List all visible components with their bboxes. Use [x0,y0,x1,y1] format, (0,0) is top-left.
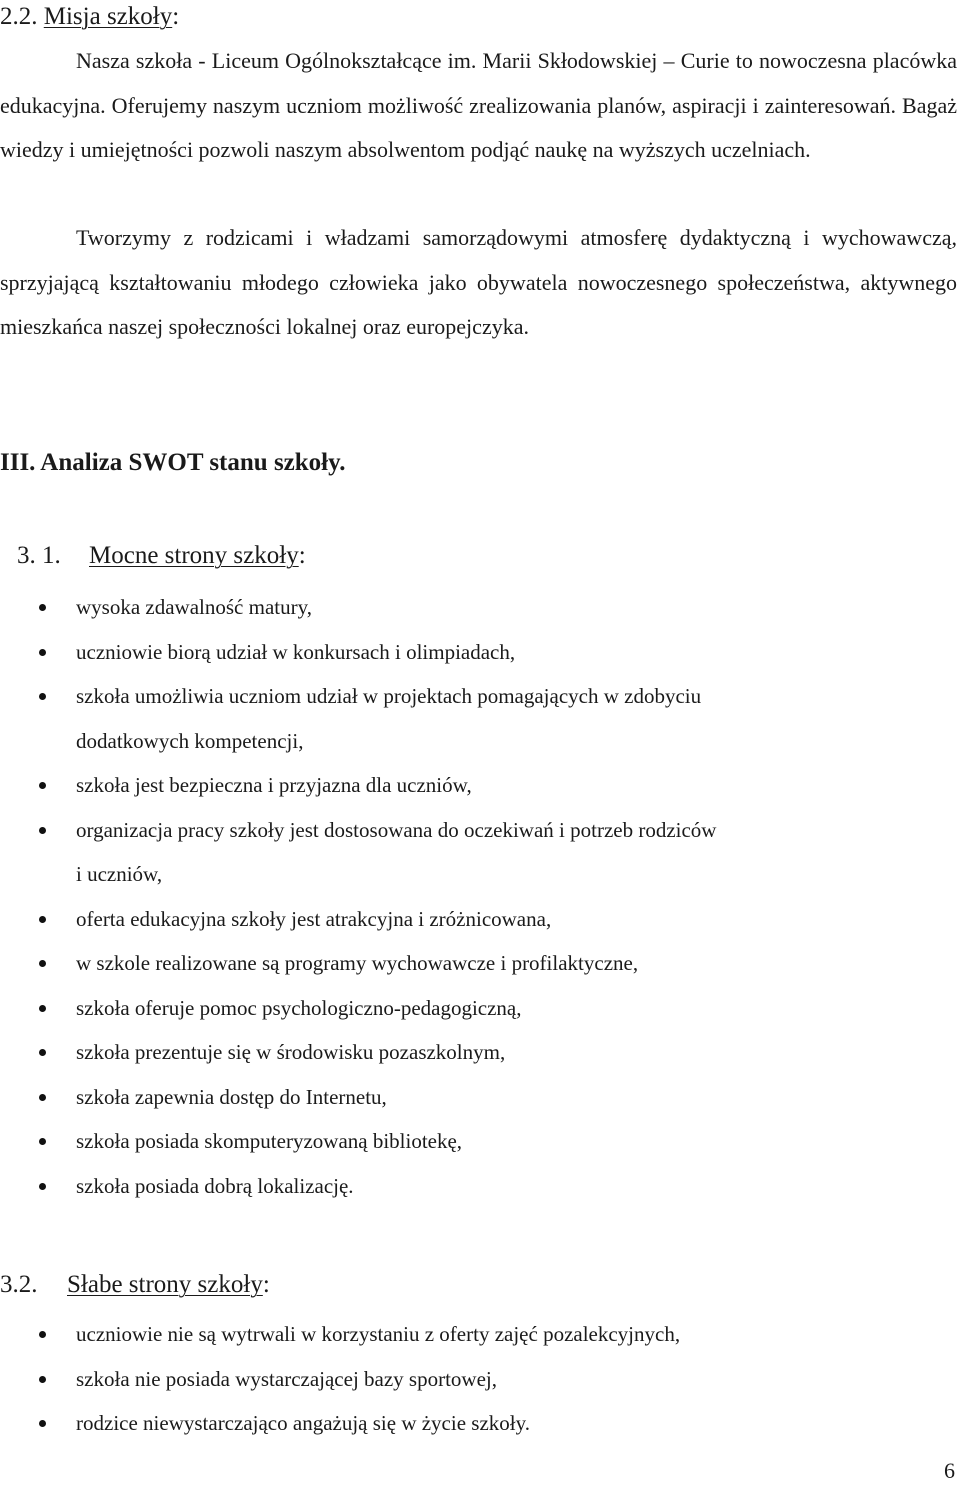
bullet-icon [39,1138,46,1145]
list-item-text: szkoła posiada dobrą lokalizację. [76,1173,354,1198]
list-item-text: rodzice niewystarczająco angażują się w życie szkoły. [76,1411,530,1435]
bullet-icon [39,1049,46,1056]
bullet-icon [39,827,46,834]
heading-colon: : [172,3,180,30]
swot-section-title: III. Analiza SWOT stanu szkoły. [0,449,346,476]
section-number: 3. 1. [17,542,61,569]
list-item [0,763,900,808]
bullet-icon [39,782,46,789]
heading-colon: : [298,542,306,569]
section-number: 2.2. [0,3,38,30]
strengths-list [0,585,900,1208]
list-item-text-continuation: dodatkowych kompetencji, [76,728,304,753]
bullet-icon [39,1005,46,1012]
list-item-text-continuation: i uczniów, [76,862,163,886]
list-item-text: szkoła zapewnia dostęp do Internetu, [76,1084,387,1109]
heading-colon: : [262,1271,270,1298]
list-item [0,808,900,897]
list-item [0,1119,900,1164]
mission-paragraph-2: Tworzymy z rodzicami i władzami samorządowymi atmosferę dydaktyczną i wychowawczą, sprzyjającą kształtowaniu młodego człowieka jako obywatela nowoczesnego społeczeństwa, aktywnego mieszkańca naszej społeczności lokalnej oraz europejczyka. [0,225,957,339]
section-title: Mocne strony szkoły [89,542,299,569]
bullet-icon [39,1331,46,1338]
bullet-icon [39,693,46,700]
bullet-icon [39,960,46,967]
bullet-icon [39,604,46,611]
list-item [0,1030,900,1075]
list-item [0,986,900,1031]
section-heading-weaknesses [0,1272,270,1297]
list-item [0,630,900,675]
list-item-text: uczniowie nie są wytrwali w korzystaniu z oferty zajęć pozalekcyjnych, [76,1322,681,1346]
list-item [0,1357,900,1402]
list-item-text: szkoła jest bezpieczna i przyjazna dla uczniów, [76,773,472,797]
bullet-icon [39,649,46,656]
bullet-icon [39,916,46,923]
bullet-icon [39,1183,46,1190]
list-item [0,1312,900,1357]
bullet-icon [39,1094,46,1101]
list-item [0,941,900,986]
section-heading-mission [0,4,179,29]
list-item-text: uczniowie biorą udział w konkursach i olimpiadach, [76,639,516,664]
bullet-icon [39,1420,46,1427]
section-title: Słabe strony szkoły [67,1271,263,1298]
list-item [0,1075,900,1120]
list-item-text: szkoła posiada skomputeryzowaną bibliotekę, [76,1129,463,1153]
list-item-text: szkoła prezentuje się w środowisku pozaszkolnym, [76,1040,506,1064]
list-item [0,1164,900,1209]
mission-paragraph-1: Nasza szkoła - Liceum Ogólnokształcące im. Marii Skłodowskiej – Curie to nowoczesna placówka edukacyjna. Oferujemy naszym uczniom możliwość zrealizowania planów, aspiracji i zainteresowań. Bagaż wiedzy i umiejętności pozwoli naszym absolwentom podjąć naukę na wyższych uczelniach. [0,48,957,162]
list-item-text: szkoła umożliwia uczniom udział w projektach pomagających w zdobyciu [76,684,702,708]
list-item [0,585,900,630]
list-item [0,897,900,942]
list-item-text: w szkole realizowane są programy wychowawcze i profilaktyczne, [76,951,639,975]
section-title: Misja szkoły [43,3,173,30]
list-item-text: organizacja pracy szkoły jest dostosowana do oczekiwań i potrzeb rodziców [76,817,717,842]
list-item-text: oferta edukacyjna szkoły jest atrakcyjna i zróżnicowana, [76,906,552,931]
weaknesses-list [0,1312,900,1446]
page-number: 6 [944,1458,955,1483]
list-item-text: szkoła oferuje pomoc psychologiczno-pedagogiczną, [76,995,522,1020]
list-item-text: wysoka zdawalność matury, [76,595,312,619]
section-heading-strengths [17,543,306,568]
list-item [0,674,900,763]
list-item-text: szkoła nie posiada wystarczającej bazy sportowej, [76,1366,497,1391]
section-number: 3.2. [0,1271,38,1298]
bullet-icon [39,1376,46,1383]
list-item [0,1401,900,1446]
